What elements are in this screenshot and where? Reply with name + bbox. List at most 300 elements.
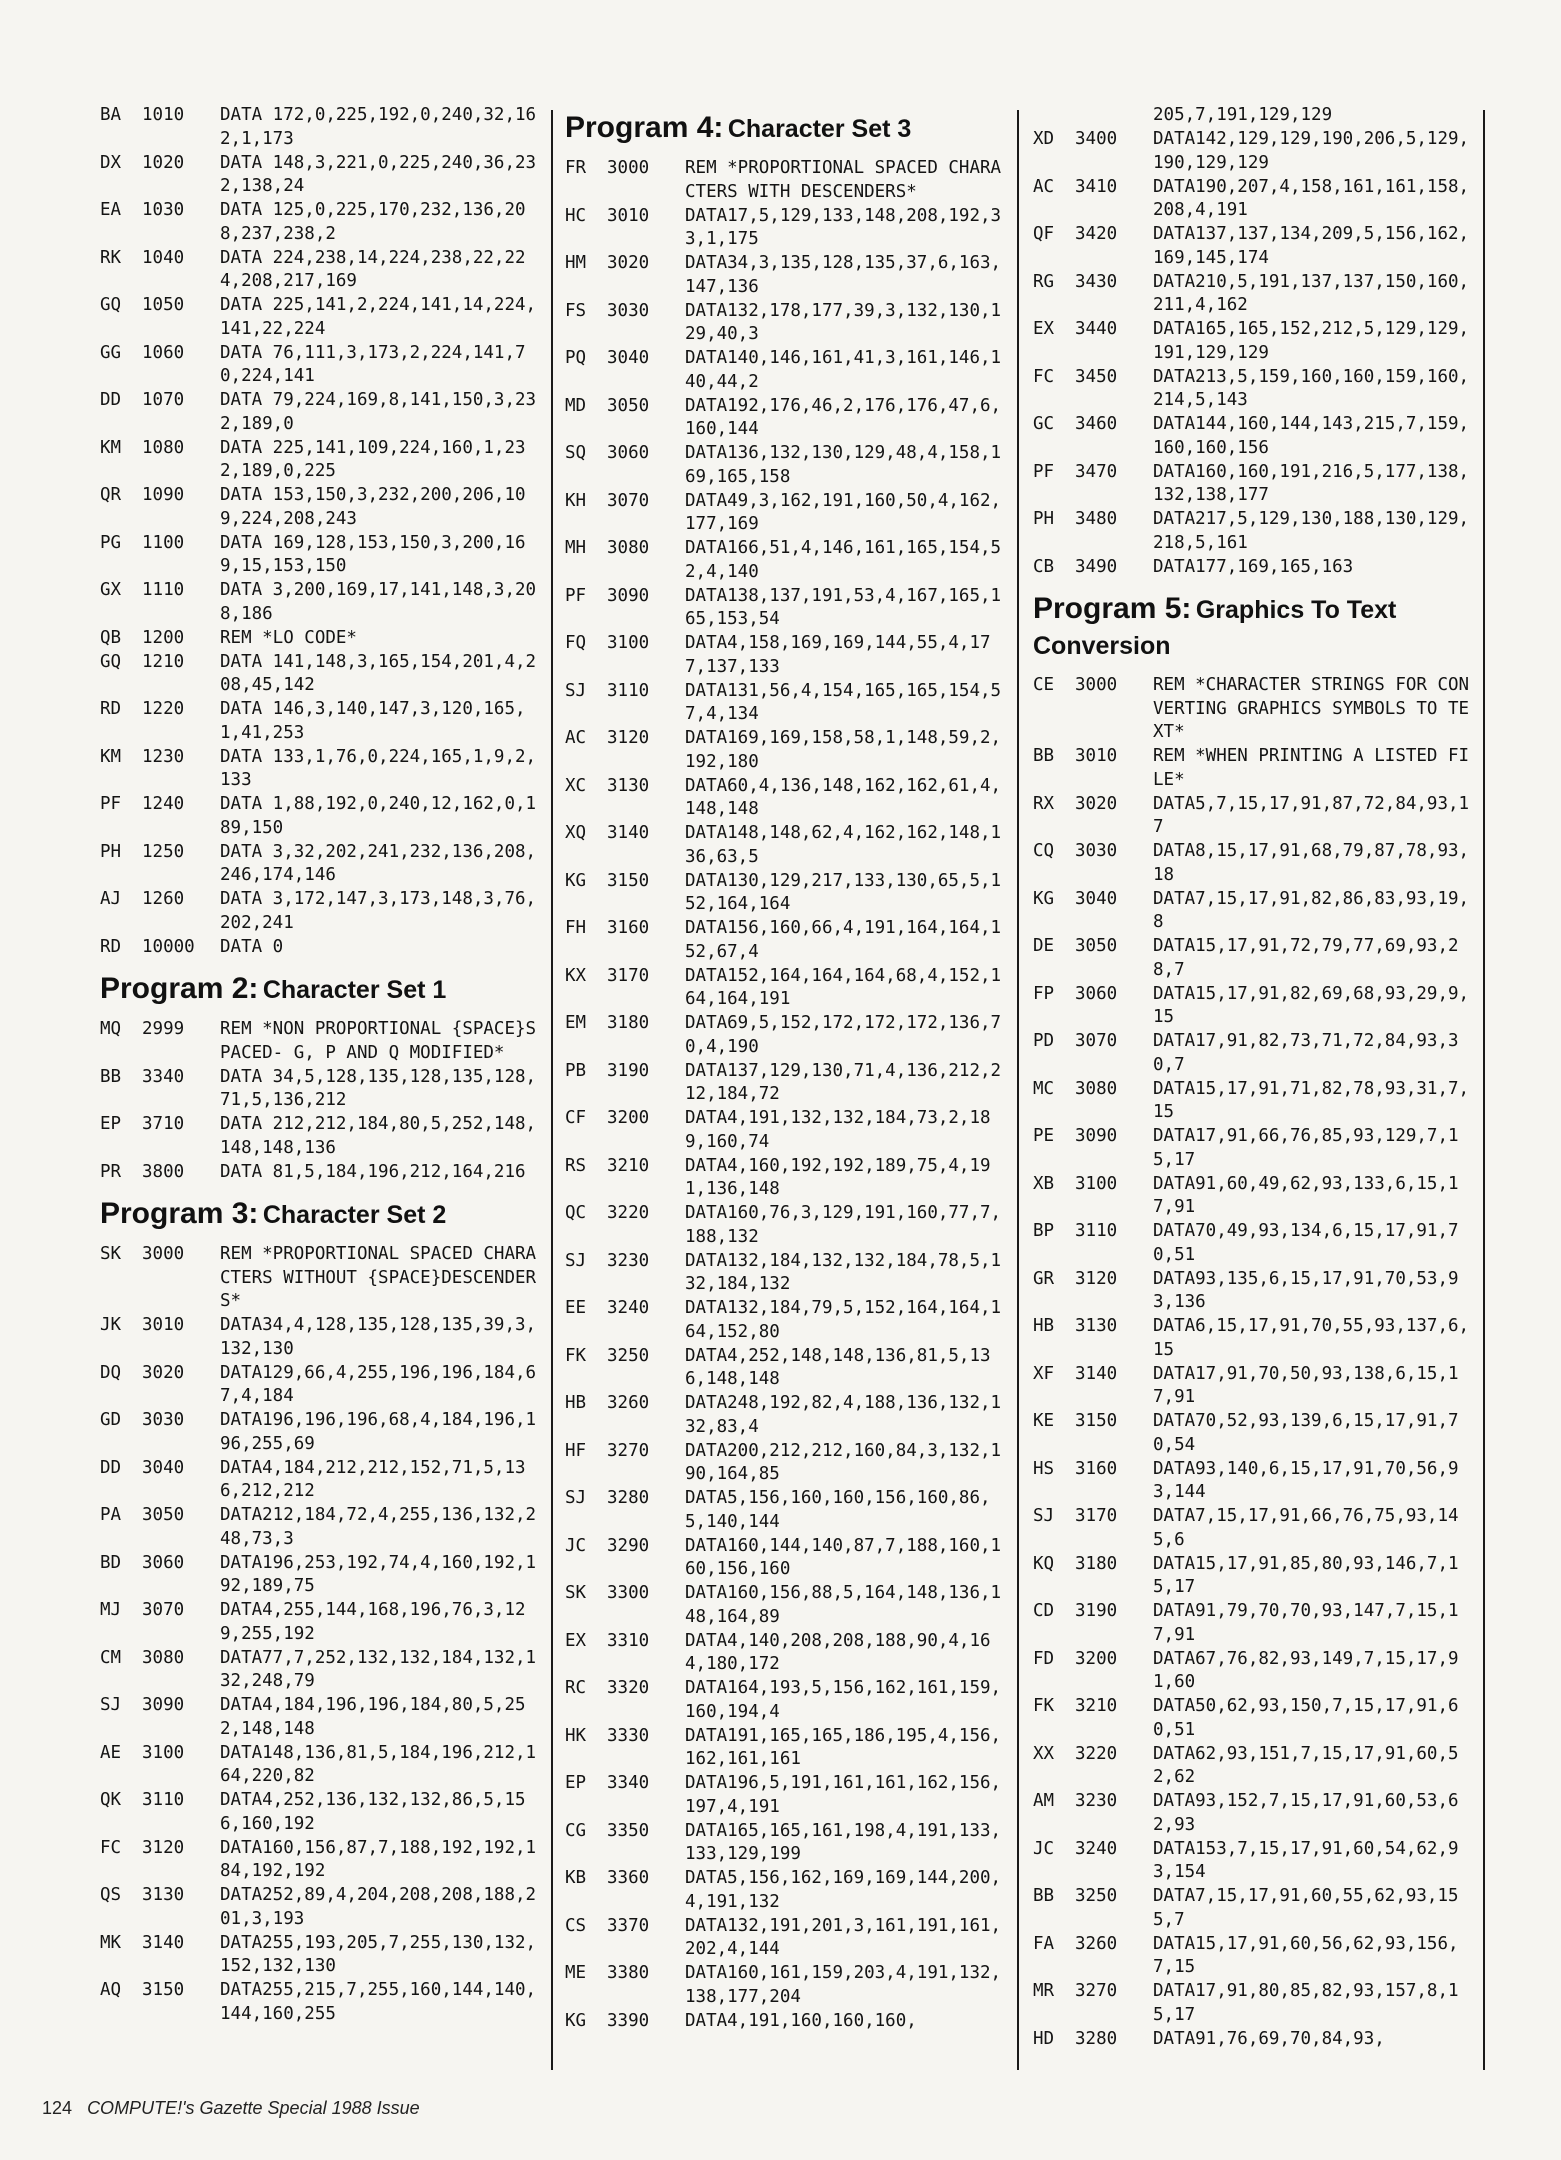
listing-line — [1033, 508, 1473, 555]
program-listing — [565, 157, 1010, 2033]
listing-line — [1033, 1505, 1473, 1552]
checksum: GG — [100, 342, 122, 363]
line-number: 3210 — [607, 1155, 650, 1176]
listing-line — [1033, 888, 1473, 935]
statement: DATA77,7,252,132,132,184,132,132,248,79 — [220, 1647, 537, 1691]
line-number: 3420 — [1075, 224, 1118, 244]
listing-line — [1033, 1125, 1473, 1172]
line-number: 3120 — [607, 728, 650, 748]
listing-line — [100, 1113, 540, 1160]
statement: DATA132,191,201,3,161,191,161,202,4,144 — [685, 1915, 1002, 1959]
checksum: MQ — [100, 1019, 122, 1039]
line-number: 3150 — [607, 870, 650, 891]
statement: DATA196,196,196,68,4,184,196,196,255,69 — [220, 1410, 537, 1454]
listing-line — [100, 1243, 540, 1314]
checksum: FC — [100, 1837, 122, 1858]
program-number: Program 4: — [565, 111, 724, 144]
listing-line — [1033, 674, 1473, 745]
checksum: BD — [100, 1552, 122, 1573]
checksum: GX — [100, 580, 122, 600]
line-number: 3120 — [1075, 1268, 1118, 1289]
listing-line — [1033, 935, 1473, 982]
line-number: 3430 — [1075, 271, 1118, 292]
checksum: SJ — [565, 1250, 587, 1271]
statement: REM *CHARACTER STRINGS FOR CONVERTING GRAPHICS SYMBOLS TO TEXT* — [1153, 675, 1470, 742]
listing-line — [565, 1440, 1010, 1487]
statement: DATA132,178,177,39,3,132,130,129,40,3 — [685, 300, 1002, 344]
listing-line — [100, 1837, 540, 1884]
checksum: FK — [1033, 1696, 1055, 1716]
statement: DATA213,5,159,160,160,159,160,214,5,143 — [1153, 366, 1470, 410]
statement: DATA130,129,217,133,130,65,5,152,164,164 — [685, 870, 1002, 914]
checksum: PF — [100, 794, 122, 814]
statement: DATA160,161,159,203,4,191,132,138,177,204 — [685, 1963, 1002, 2007]
statement: DATA17,91,66,76,85,93,129,7,15,17 — [1153, 1126, 1459, 1170]
statement: DATA4,255,144,168,196,76,3,129,255,192 — [220, 1600, 526, 1644]
statement: DATA160,76,3,129,191,160,77,7,188,132 — [685, 1203, 1002, 1247]
line-number: 3070 — [1075, 1031, 1118, 1051]
listing-line — [565, 347, 1010, 394]
checksum: CB — [1033, 556, 1055, 577]
listing-line — [1033, 1363, 1473, 1410]
listing-line — [565, 205, 1010, 252]
program-listing — [1033, 674, 1473, 2051]
listing-line — [1033, 1695, 1473, 1742]
statement: DATA212,184,72,4,255,136,132,248,73,3 — [220, 1505, 537, 1549]
checksum: QB — [100, 627, 122, 648]
checksum: SJ — [1033, 1506, 1055, 1526]
checksum: DX — [100, 152, 122, 173]
line-number: 3250 — [1075, 1886, 1118, 1906]
checksum: DQ — [100, 1362, 122, 1383]
checksum: GD — [100, 1410, 122, 1430]
checksum: HM — [565, 253, 587, 273]
line-number: 3090 — [1075, 1126, 1118, 1146]
statement: DATA166,51,4,146,161,165,154,52,4,140 — [685, 538, 1002, 582]
statement: DATA138,137,191,53,4,167,165,165,153,54 — [685, 585, 1002, 629]
checksum: FS — [565, 300, 587, 321]
statement: DATA15,17,91,72,79,77,69,93,28,7 — [1153, 936, 1459, 980]
checksum: RS — [565, 1155, 587, 1176]
checksum: GR — [1033, 1268, 1055, 1289]
line-number: 3110 — [607, 680, 650, 701]
statement: DATA15,17,91,82,69,68,93,29,9,15 — [1153, 983, 1470, 1027]
checksum: MH — [565, 538, 587, 558]
line-number: 3020 — [1075, 793, 1118, 814]
checksum: RD — [100, 699, 122, 719]
statement: DATA 148,3,221,0,225,240,36,232,138,24 — [220, 152, 537, 196]
statement: DATA8,15,17,91,68,79,87,78,93,18 — [1153, 841, 1470, 885]
statement: DATA 172,0,225,192,0,240,32,162,1,173 — [220, 105, 537, 149]
line-number: 3390 — [607, 2010, 650, 2031]
line-number: 1250 — [142, 841, 185, 862]
statement: REM *NON PROPORTIONAL {SPACE}SPACED- G, P AND Q MODIFIED* — [220, 1019, 537, 1063]
statement: DATA 225,141,109,224,160,1,232,189,0,225 — [220, 437, 526, 481]
statement: DATA15,17,91,85,80,93,146,7,15,17 — [1153, 1553, 1459, 1597]
checksum: SJ — [565, 680, 587, 701]
statement: DATA177,169,165,163 — [1153, 556, 1354, 577]
program-title: Character Set 3 — [727, 115, 912, 143]
checksum: SK — [565, 1583, 587, 1603]
listing-line — [100, 888, 540, 935]
page-number: 124 — [42, 2098, 73, 2118]
checksum: CM — [100, 1647, 122, 1668]
statement: DATA169,169,158,58,1,148,59,2,192,180 — [685, 728, 1002, 772]
line-number: 3100 — [607, 633, 650, 653]
line-number: 1110 — [142, 580, 185, 600]
listing-line — [100, 1066, 540, 1113]
line-number: 3170 — [607, 965, 650, 986]
checksum: MJ — [100, 1600, 122, 1620]
listing-line — [1033, 318, 1473, 365]
line-number: 3130 — [1075, 1316, 1118, 1336]
listing-line — [565, 822, 1010, 869]
line-number: 1210 — [142, 651, 185, 672]
line-number: 3190 — [1075, 1601, 1118, 1621]
checksum: DD — [100, 1457, 122, 1478]
column-divider — [551, 110, 553, 2070]
listing-line — [565, 1535, 1010, 1582]
line-number: 3370 — [607, 1915, 650, 1936]
line-number: 3130 — [607, 775, 650, 796]
statement: DATA5,156,162,169,169,144,200,4,191,132 — [685, 1868, 1002, 1912]
line-number: 3040 — [607, 348, 650, 368]
listing-line — [565, 1820, 1010, 1867]
checksum: XD — [1033, 129, 1055, 149]
statement: DATA93,140,6,15,17,91,70,56,93,144 — [1153, 1458, 1459, 1502]
statement: DATA160,160,191,216,5,177,138,132,138,177 — [1153, 461, 1470, 505]
listing-line — [1033, 983, 1473, 1030]
line-number: 3180 — [607, 1013, 650, 1033]
column-divider — [1017, 110, 1019, 2070]
checksum: KG — [1033, 888, 1055, 909]
statement: DATA 3,200,169,17,141,148,3,208,186 — [220, 580, 537, 624]
line-number: 3460 — [1075, 414, 1118, 434]
checksum: EA — [100, 200, 122, 220]
checksum: MC — [1033, 1078, 1055, 1099]
checksum: HS — [1033, 1458, 1055, 1479]
line-number: 3480 — [1075, 509, 1118, 529]
line-number: 3070 — [142, 1600, 185, 1620]
listing-line — [1033, 1553, 1473, 1600]
checksum: PE — [1033, 1126, 1055, 1146]
line-number: 3280 — [1075, 2028, 1118, 2049]
statement: DATA 153,150,3,232,200,206,109,224,208,243 — [220, 485, 526, 529]
listing-line — [1033, 1220, 1473, 1267]
program-heading — [100, 1198, 540, 1235]
listing-line — [565, 395, 1010, 442]
listing-line — [565, 1867, 1010, 1914]
listing-line — [100, 841, 540, 888]
listing-line — [100, 651, 540, 698]
checksum: AJ — [100, 889, 122, 909]
program-listing — [100, 1243, 540, 2026]
statement: DATA210,5,191,137,137,150,160,211,4,162 — [1153, 271, 1470, 315]
checksum: CQ — [1033, 841, 1055, 861]
statement: DATA 79,224,169,8,141,150,3,232,189,0 — [220, 390, 537, 434]
statement: DATA148,136,81,5,184,196,212,164,220,82 — [220, 1742, 537, 1786]
statement: DATA4,252,136,132,132,86,5,156,160,192 — [220, 1790, 526, 1834]
statement: REM *WHEN PRINTING A LISTED FILE* — [1153, 746, 1470, 790]
column-1 — [100, 104, 540, 2027]
statement: DATA49,3,162,191,160,50,4,162,177,169 — [685, 490, 1002, 534]
statement: DATA132,184,132,132,184,78,5,132,184,132 — [685, 1250, 1002, 1294]
statement: DATA144,160,144,143,215,7,159,160,160,156 — [1153, 414, 1470, 458]
checksum: JC — [565, 1535, 587, 1556]
statement: DATA190,207,4,158,161,161,158,208,4,191 — [1153, 176, 1470, 220]
statement: DATA17,5,129,133,148,208,192,33,1,175 — [685, 205, 1002, 249]
line-number: 1060 — [142, 342, 185, 363]
statement: DATA132,184,79,5,152,164,164,164,152,80 — [685, 1298, 1002, 1342]
program-number: Program 3: — [100, 1197, 259, 1230]
statement: DATA69,5,152,172,172,172,136,70,4,190 — [685, 1013, 1002, 1057]
checksum: CF — [565, 1108, 587, 1128]
listing-line — [1033, 1885, 1473, 1932]
program-listing — [100, 1018, 540, 1184]
listing-line — [1033, 271, 1473, 318]
statement: DATA165,165,152,212,5,129,129,191,129,129 — [1153, 319, 1470, 363]
listing-line — [100, 389, 540, 436]
statement: DATA62,93,151,7,15,17,91,60,52,62 — [1153, 1743, 1459, 1787]
listing-line — [1033, 1980, 1473, 2027]
checksum: SK — [100, 1244, 122, 1264]
line-number: 3380 — [607, 1963, 650, 1983]
checksum: ME — [565, 1963, 587, 1983]
line-number: 3010 — [607, 205, 650, 226]
statement: DATA7,15,17,91,60,55,62,93,155,7 — [1153, 1886, 1459, 1930]
line-number: 3150 — [142, 1980, 185, 2000]
listing-line — [100, 1647, 540, 1694]
checksum: MK — [100, 1932, 122, 1953]
statement: DATA15,17,91,60,56,62,93,156,7,15 — [1153, 1933, 1459, 1977]
checksum: GQ — [100, 651, 122, 672]
line-number: 3150 — [1075, 1411, 1118, 1431]
checksum: KM — [100, 437, 122, 458]
listing-line — [100, 1161, 540, 1185]
statement: DATA4,252,148,148,136,81,5,136,148,148 — [685, 1345, 991, 1389]
line-number: 1240 — [142, 794, 185, 814]
checksum: PQ — [565, 348, 587, 368]
statement: DATA4,184,212,212,152,71,5,136,212,212 — [220, 1457, 526, 1501]
statement: DATA196,5,191,161,161,162,156,197,4,191 — [685, 1773, 1002, 1817]
statement: DATA17,91,82,73,71,72,84,93,30,7 — [1153, 1031, 1459, 1075]
checksum: KG — [565, 870, 587, 891]
checksum: KE — [1033, 1411, 1055, 1431]
line-number: 1040 — [142, 247, 185, 268]
listing-line — [1033, 1743, 1473, 1790]
statement: DATA93,152,7,15,17,91,60,53,62,93 — [1153, 1791, 1459, 1835]
listing-line — [100, 1884, 540, 1931]
line-number: 3160 — [607, 918, 650, 938]
line-number: 3280 — [607, 1488, 650, 1508]
program-number: Program 2: — [100, 972, 259, 1005]
checksum: KB — [565, 1868, 587, 1888]
line-number: 3140 — [607, 823, 650, 843]
statement: DATA 34,5,128,135,128,135,128,71,5,136,212 — [220, 1066, 537, 1110]
statement: DATA70,52,93,139,6,15,17,91,70,54 — [1153, 1411, 1459, 1455]
checksum: PD — [1033, 1031, 1055, 1051]
line-number: 3200 — [607, 1108, 650, 1128]
statement: DATA91,76,69,70,84,93, — [1153, 2028, 1385, 2049]
line-number: 3070 — [607, 490, 650, 511]
listing-line — [100, 532, 540, 579]
listing-line — [565, 1677, 1010, 1724]
line-number: 3160 — [1075, 1458, 1118, 1479]
line-number: 3140 — [142, 1932, 185, 1953]
statement: DATA164,193,5,156,162,161,159,160,194,4 — [685, 1678, 1002, 1722]
line-number: 3340 — [607, 1773, 650, 1793]
line-number: 1070 — [142, 390, 185, 410]
listing-line — [1033, 1600, 1473, 1647]
line-number: 3130 — [142, 1885, 185, 1905]
checksum: XC — [565, 775, 587, 796]
checksum: PB — [565, 1060, 587, 1081]
line-number: 3210 — [1075, 1696, 1118, 1716]
checksum: FH — [565, 918, 587, 938]
line-number: 3230 — [1075, 1791, 1118, 1811]
statement: DATA 141,148,3,165,154,201,4,208,45,142 — [220, 651, 537, 695]
checksum: SJ — [100, 1695, 122, 1715]
listing-line — [1033, 1078, 1473, 1125]
line-number: 3410 — [1075, 176, 1118, 197]
line-number: 3100 — [1075, 1173, 1118, 1194]
line-number: 3220 — [607, 1203, 650, 1223]
checksum: EP — [100, 1114, 122, 1134]
listing-line — [565, 585, 1010, 632]
listing-line — [1033, 745, 1473, 792]
listing-line — [1033, 1838, 1473, 1885]
listing-line — [565, 1772, 1010, 1819]
line-number: 1100 — [142, 532, 185, 553]
program-title: Character Set 2 — [262, 1201, 447, 1229]
statement: DATA70,49,93,134,6,15,17,91,70,51 — [1153, 1221, 1459, 1265]
checksum: GQ — [100, 295, 122, 315]
statement: REM *LO CODE* — [220, 627, 357, 648]
line-number: 1010 — [142, 105, 185, 125]
checksum: RD — [100, 936, 122, 957]
listing-line — [1033, 104, 1473, 128]
checksum: EE — [565, 1298, 587, 1318]
statement: 205,7,191,129,129 — [1153, 105, 1333, 125]
statement: DATA131,56,4,154,165,165,154,57,4,134 — [685, 680, 1002, 724]
listing-line — [1033, 1648, 1473, 1695]
column-2 — [565, 98, 1010, 2034]
listing-line — [1033, 1933, 1473, 1980]
checksum: QS — [100, 1885, 122, 1905]
checksum: HK — [565, 1725, 587, 1746]
checksum: RC — [565, 1678, 587, 1698]
listing-line — [565, 1345, 1010, 1392]
checksum: SJ — [565, 1488, 587, 1508]
listing-line — [1033, 128, 1473, 175]
statement: DATA 146,3,140,147,3,120,165,1,41,253 — [220, 699, 526, 743]
program-listing — [100, 104, 540, 959]
checksum: HB — [1033, 1316, 1055, 1336]
checksum: KM — [100, 746, 122, 767]
line-number: 3180 — [1075, 1553, 1118, 1574]
statement: DATA160,156,87,7,188,192,192,184,192,192 — [220, 1837, 537, 1881]
listing-line — [1033, 2028, 1473, 2052]
checksum: HB — [565, 1393, 587, 1413]
statement: DATA192,176,46,2,176,176,47,6,160,144 — [685, 395, 1002, 439]
statement: DATA4,158,169,169,144,55,4,177,137,133 — [685, 633, 991, 677]
column-divider — [1483, 110, 1485, 2070]
checksum: PH — [100, 841, 122, 862]
line-number: 3230 — [607, 1250, 650, 1271]
line-number: 3270 — [607, 1440, 650, 1461]
listing-line — [565, 252, 1010, 299]
line-number: 3000 — [142, 1244, 185, 1264]
listing-line — [565, 537, 1010, 584]
checksum: HF — [565, 1440, 587, 1461]
checksum: PF — [565, 585, 587, 606]
checksum: FD — [1033, 1648, 1055, 1669]
statement: DATA 3,172,147,3,173,148,3,76,202,241 — [220, 889, 537, 933]
checksum: PA — [100, 1505, 122, 1525]
checksum: RX — [1033, 793, 1055, 814]
line-number: 3310 — [607, 1630, 650, 1651]
checksum: BP — [1033, 1221, 1055, 1241]
publication-title: COMPUTE!'s Gazette Special 1988 Issue — [87, 2098, 420, 2118]
statement: DATA 133,1,76,0,224,165,1,9,2,133 — [220, 746, 537, 790]
checksum: PF — [1033, 461, 1055, 482]
statement: DATA252,89,4,204,208,208,188,201,3,193 — [220, 1885, 537, 1929]
statement: DATA4,191,132,132,184,73,2,189,160,74 — [685, 1108, 991, 1152]
listing-line — [100, 1457, 540, 1504]
line-number: 3320 — [607, 1678, 650, 1698]
line-number: 3080 — [1075, 1078, 1118, 1099]
line-number: 3090 — [142, 1695, 185, 1715]
listing-line — [100, 1694, 540, 1741]
statement: DATA 3,32,202,241,232,136,208,246,174,146 — [220, 841, 537, 885]
statement: DATA148,148,62,4,162,162,148,136,63,5 — [685, 823, 1002, 867]
statement: DATA4,184,196,196,184,80,5,252,148,148 — [220, 1695, 526, 1739]
line-number: 1220 — [142, 699, 185, 719]
listing-line — [565, 2010, 1010, 2034]
statement: DATA34,4,128,135,128,135,39,3,132,130 — [220, 1315, 537, 1359]
statement: DATA4,140,208,208,188,90,4,164,180,172 — [685, 1630, 991, 1674]
checksum: MD — [565, 395, 587, 416]
listing-line — [100, 627, 540, 651]
statement: DATA153,7,15,17,91,60,54,62,93,154 — [1153, 1838, 1459, 1882]
line-number: 3140 — [1075, 1363, 1118, 1384]
listing-line — [100, 1932, 540, 1979]
listing-line — [565, 1060, 1010, 1107]
line-number: 3040 — [1075, 888, 1118, 909]
listing-line — [1033, 413, 1473, 460]
checksum: JK — [100, 1315, 122, 1335]
checksum: EX — [1033, 319, 1055, 339]
listing-line — [565, 1582, 1010, 1629]
statement: DATA17,91,80,85,82,93,157,8,15,17 — [1153, 1981, 1459, 2025]
statement: DATA200,212,212,160,84,3,132,190,164,85 — [685, 1440, 1002, 1484]
line-number: 3450 — [1075, 366, 1118, 387]
listing-line — [100, 1362, 540, 1409]
listing-line — [565, 1107, 1010, 1154]
checksum: SQ — [565, 443, 587, 463]
checksum: KG — [565, 2010, 587, 2031]
listing-line — [565, 490, 1010, 537]
statement: DATA191,165,165,186,195,4,156,162,161,161 — [685, 1725, 1002, 1769]
statement: DATA4,191,160,160,160, — [685, 2010, 917, 2031]
listing-line — [565, 1297, 1010, 1344]
checksum: QC — [565, 1203, 587, 1223]
listing-line — [565, 157, 1010, 204]
line-number: 3260 — [607, 1393, 650, 1413]
listing-line — [565, 1725, 1010, 1772]
listing-line — [100, 793, 540, 840]
listing-line — [1033, 1315, 1473, 1362]
